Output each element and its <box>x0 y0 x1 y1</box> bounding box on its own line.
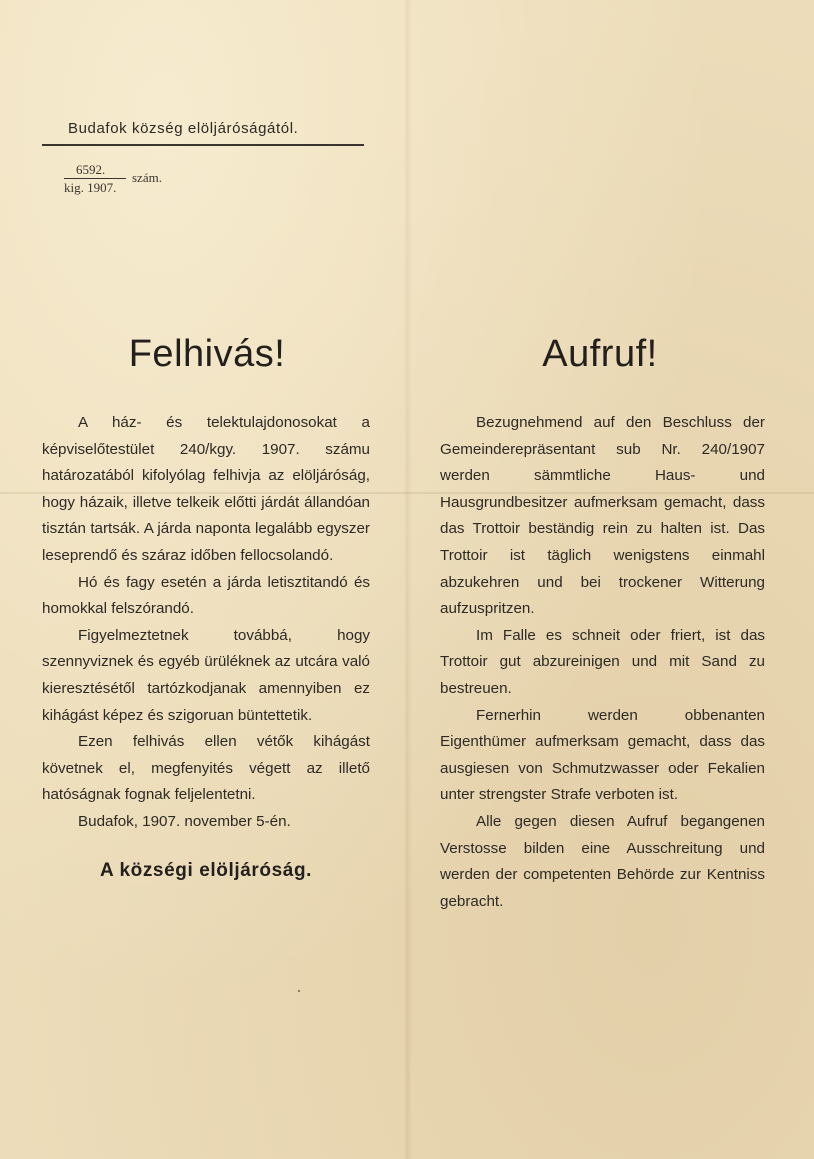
reference-fraction-line <box>64 178 126 179</box>
reference-year: kig. 1907. <box>64 180 117 195</box>
reference-number: 6592. <box>76 162 106 177</box>
paper-speck <box>298 990 300 992</box>
german-heading: Aufruf! <box>542 333 658 375</box>
hungarian-paragraph: Figyelmeztetnek továbbá, hogy szennyviznek és egyéb ürüléknek az utcára való kieresztésétől tartózkodjanak amennyiben ez kihágást képez és szigoruan büntettetik. <box>42 626 370 724</box>
german-column <box>440 410 765 915</box>
hungarian-paragraph: A ház- és telektulajdonosokat a képviselőtestület 240/kgy. 1907. számu határozatából kifolyólag felhivja az elöljáróság, hogy házaik, illetve telkeik előtti járdát állandóan tisztán tartsák. A járda naponta legalább egyszer leseprendő és száraz időben fellocsolandó. <box>42 414 370 564</box>
german-paragraph: Im Falle es schneit oder friert, ist das Trottoir gut abzureinigen und mit Sand zu bestreuen. <box>440 626 765 697</box>
german-paragraph: Alle gegen diesen Aufruf begangenen Verstosse bilden eine Ausschreitung und werden der competenten Behörde zur Kentniss gebracht. <box>440 812 765 910</box>
hungarian-column <box>42 410 370 836</box>
reference-suffix: szám. <box>132 170 162 185</box>
hungarian-heading: Felhivás! <box>128 333 286 375</box>
hungarian-paragraph: Ezen felhivás ellen vétők kihágást követnek el, megfenyités végett az illető hatóságnak fognak feljelentetni. <box>42 733 370 804</box>
signature: A községi elöljáróság. <box>99 860 313 881</box>
hungarian-paragraph: Hó és fagy esetén a járda letisztitandó és homokkal felszórandó. <box>42 573 370 618</box>
german-paragraph: Bezugnehmend auf den Beschluss der Gemeinderepräsentant sub Nr. 240/1907 werden sämmtliche Haus- und Hausgrundbesitzer aufmerksam gemacht, dass das Trottoir beständig rein zu halten ist. Das Trottoir ist täglich wenigstens einmahl abzukehren und bei trockener Witterung aufzuspritzen. <box>440 414 765 618</box>
title-underline <box>42 144 364 146</box>
hungarian-date: Budafok, 1907. november 5-én. <box>78 812 291 830</box>
issuer-title: Budafok község elöljáróságától. <box>68 120 299 137</box>
german-paragraph: Fernerhin werden obbenanten Eigenthümer aufmerksam gemacht, dass das ausgiesen von Schmutzwasser oder Fekalien unter strengster Strafe verboten ist. <box>440 706 765 804</box>
